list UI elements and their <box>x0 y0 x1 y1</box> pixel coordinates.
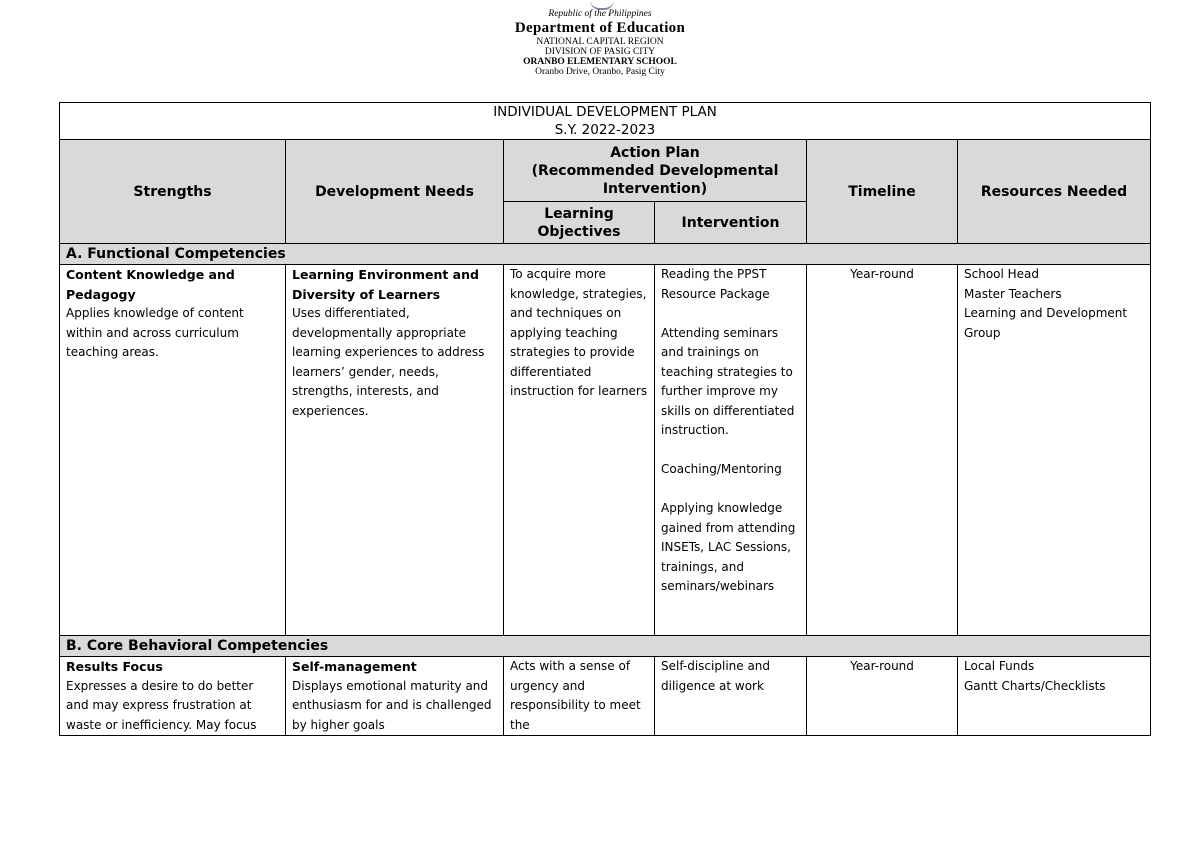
strength-title: Results Focus <box>66 659 163 674</box>
action-plan-line1: Action Plan <box>610 144 700 161</box>
learning-objective-cell <box>504 265 655 636</box>
letterhead-division: DIVISION OF PASIG CITY <box>544 47 656 57</box>
development-need-title: Learning Environment and Diversity of Learners <box>292 267 479 302</box>
learning-objective: To acquire more knowledge, strategies, and techniques on applying teaching strategies to provide differentiated instruction for learners <box>510 267 648 398</box>
development-need-cell <box>286 265 504 636</box>
section-title-functional: A. Functional Competencies <box>60 244 1151 265</box>
intervention-cell <box>655 657 807 736</box>
header-resources-needed: Resources Needed <box>958 140 1151 244</box>
letterhead-republic: Republic of the Philippines <box>548 9 652 19</box>
intervention-item: Self-discipline and diligence at work <box>661 659 771 693</box>
learning-objective-cell <box>504 657 655 736</box>
resource-item: Gantt Charts/Checklists <box>964 678 1106 693</box>
plan-title-cell <box>60 103 1151 140</box>
intervention-item: Applying knowledge gained from attending INSETs, LAC Sessions, trainings, and seminars/webinars <box>661 501 796 593</box>
action-plan-line2: (Recommended Developmental <box>531 162 779 179</box>
action-plan-line3: Intervention) <box>602 180 708 197</box>
header-development-needs: Development Needs <box>286 140 504 244</box>
development-need-cell <box>286 657 504 736</box>
resources-cell <box>958 265 1151 636</box>
intervention-item: Reading the PPST Resource Package <box>661 267 770 301</box>
timeline-value: Year-round <box>850 267 914 281</box>
header-action-plan <box>504 140 807 202</box>
resource-item: Learning and Development Group <box>964 306 1128 340</box>
strength-title: Content Knowledge and Pedagogy <box>66 267 235 302</box>
letterhead <box>0 8 1200 77</box>
plan-title: INDIVIDUAL DEVELOPMENT PLAN <box>493 104 717 120</box>
strength-cell <box>60 657 286 736</box>
letterhead-address: Oranbo Drive, Oranbo, Pasig City <box>535 67 665 77</box>
intervention-item: Attending seminars and trainings on teaching strategies to further improve my skills on differentiated instruction. <box>661 325 795 437</box>
development-need-description: Uses differentiated, developmentally appropriate learning experiences to address learners’ gender, needs, strengths, interests, and experiences. <box>292 306 485 418</box>
resource-item: Local Funds <box>964 659 1035 673</box>
strength-description: Expresses a desire to do better and may express frustration at waste or inefficiency. May focus <box>66 678 257 732</box>
section-title-core-behavioral: B. Core Behavioral Competencies <box>60 636 1151 657</box>
school-year: S.Y. 2022-2023 <box>554 122 656 138</box>
resources-cell <box>958 657 1151 736</box>
letterhead-department: Department of Education <box>514 20 686 36</box>
timeline-cell <box>807 265 958 636</box>
resource-item: Master Teachers <box>964 286 1062 301</box>
timeline-cell <box>807 657 958 736</box>
intervention-cell <box>655 265 807 636</box>
resource-item: School Head <box>964 267 1040 281</box>
development-need-description: Displays emotional maturity and enthusiasm for and is challenged by higher goals <box>292 678 492 732</box>
development-plan-table <box>59 102 1151 736</box>
strength-description: Applies knowledge of content within and across curriculum teaching areas. <box>66 306 244 359</box>
letterhead-school: ORANBO ELEMENTARY SCHOOL <box>523 57 677 67</box>
letterhead-region: NATIONAL CAPITAL REGION <box>536 37 664 47</box>
header-learning-objectives: Learning Objectives <box>504 202 655 244</box>
header-intervention: Intervention <box>655 202 807 244</box>
learning-objective: Acts with a sense of urgency and responsibility to meet the <box>510 659 641 732</box>
intervention-item: Coaching/Mentoring <box>661 462 782 476</box>
timeline-value: Year-round <box>850 659 914 673</box>
header-timeline: Timeline <box>807 140 958 244</box>
header-strengths: Strengths <box>60 140 286 244</box>
strength-cell <box>60 265 286 636</box>
development-need-title: Self-management <box>292 659 417 674</box>
